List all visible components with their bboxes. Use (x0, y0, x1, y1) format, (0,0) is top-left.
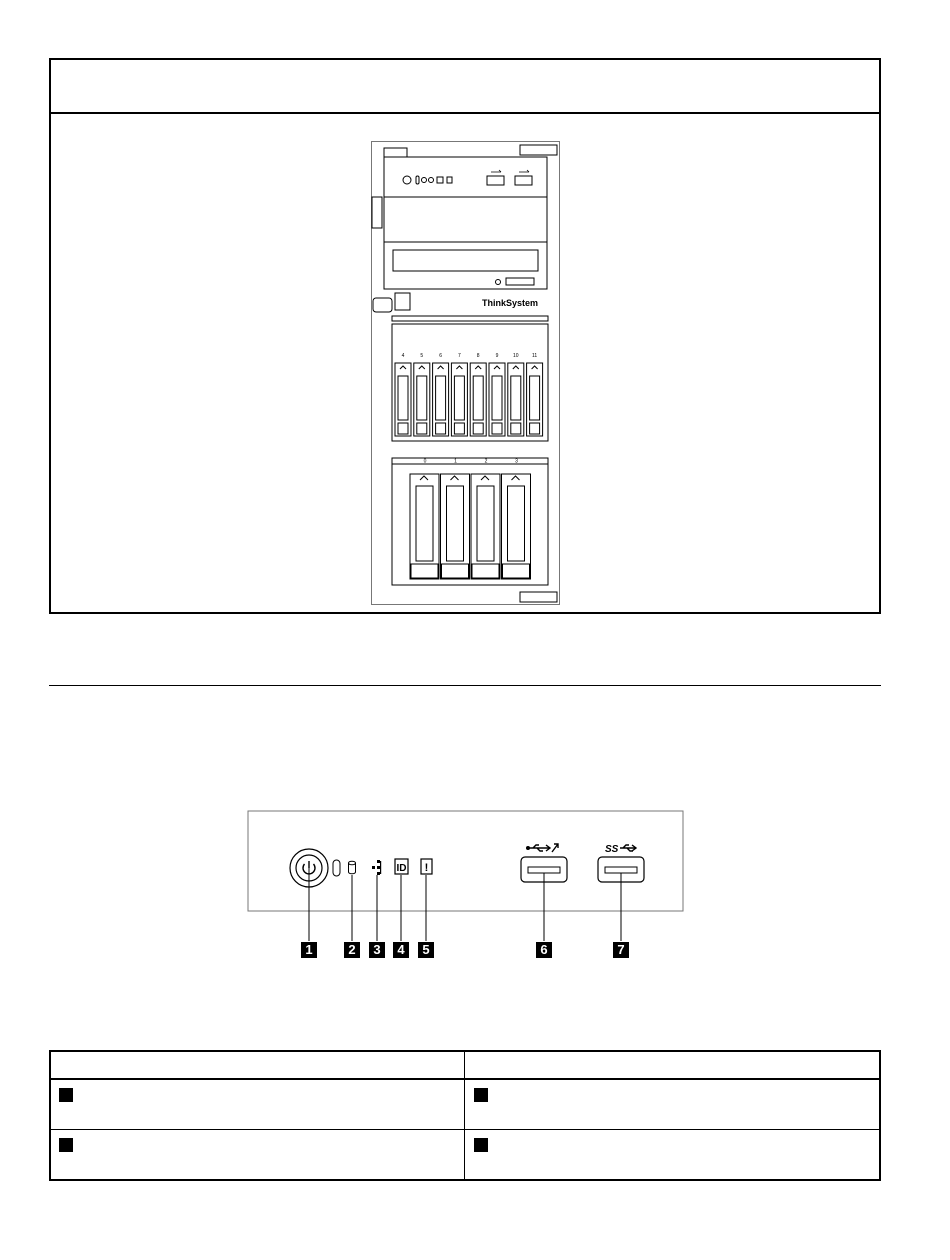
bottom-right-latch (520, 592, 557, 602)
lower-bay-number: 1 (454, 458, 457, 465)
upper-bay-number: 10 (513, 353, 519, 359)
lower-bay-number: 3 (515, 458, 518, 465)
upper-drive-bay (527, 363, 543, 436)
mini-usb-2 (487, 176, 504, 185)
lower-drive-bay (441, 474, 470, 579)
mini-led-4 (437, 177, 443, 183)
callout-7: 7 (613, 942, 629, 958)
lower-bay-number: 0 (423, 458, 427, 465)
legend-table (49, 1050, 881, 1181)
mini-power-icon (403, 176, 411, 184)
thinksystem-logo: ThinkSystem (481, 298, 539, 308)
mini-led-5 (447, 177, 452, 183)
id-icon (395, 859, 408, 874)
svg-text:SS: SS (605, 844, 619, 855)
front-panel-figure (240, 805, 690, 965)
legend-row-2-right-marker (474, 1138, 488, 1152)
section-divider (49, 685, 881, 686)
empty-5-25-bay (384, 197, 547, 242)
top-left-latch (384, 148, 407, 157)
mini-led-2 (422, 178, 427, 183)
upper-drive-bay (470, 363, 486, 436)
upper-drive-bay (395, 363, 411, 436)
chassis-outline (372, 142, 560, 605)
power-led-icon (333, 860, 340, 876)
top-right-latch (520, 145, 557, 155)
upper-bay-number: 5 (420, 353, 424, 359)
upper-drive-bay (433, 363, 449, 436)
front-panel-outline (248, 811, 683, 911)
optical-drive-tray (393, 250, 538, 271)
usb-2-port-slot (528, 867, 560, 873)
operator-panel-bay (384, 157, 547, 197)
lock-square (395, 293, 410, 310)
lower-cage-top-strip (392, 458, 548, 464)
callout-2: 2 (344, 942, 360, 958)
system-error-icon (421, 859, 432, 874)
upper-bay-number: 6 (439, 353, 442, 359)
network-activity-icon (372, 860, 381, 875)
mini-led-3 (429, 178, 434, 183)
server-figure-table-header-divider (49, 112, 881, 114)
callout-5: 5 (418, 942, 434, 958)
lower-drive-bay (502, 474, 531, 579)
legend-table-header-divider (49, 1078, 881, 1080)
upper-drive-bay (508, 363, 524, 436)
optical-eject-button (506, 278, 534, 285)
usb3-icon (605, 844, 636, 855)
callout-3: 3 (369, 942, 385, 958)
mini-led-1 (416, 176, 419, 184)
svg-text:ID: ID (396, 863, 407, 874)
lower-drive-bay (410, 474, 439, 579)
usb-3-port-slot (605, 867, 637, 873)
mini-usb2-symbol (491, 170, 501, 172)
mini-usb-3 (515, 176, 532, 185)
lower-drive-bay (471, 474, 500, 579)
server-figure-table-header (60, 75, 860, 95)
upper-bay-number: 4 (401, 353, 405, 359)
callout-4: 4 (393, 942, 409, 958)
svg-text:!: ! (424, 862, 429, 874)
optical-drive-led (496, 280, 501, 285)
server-front-view-figure (370, 140, 562, 606)
legend-table-row-divider (49, 1129, 881, 1130)
drive-activity-icon (349, 861, 356, 874)
lower-bay-number: 2 (484, 458, 488, 465)
mini-usb3-symbol (519, 170, 529, 172)
legend-row-1-right-marker (474, 1088, 488, 1102)
upper-drive-bay (451, 363, 467, 436)
upper-bay-number: 7 (458, 353, 461, 359)
lock-left (373, 298, 392, 312)
upper-drive-bay (414, 363, 430, 436)
legend-row-1-left-marker (59, 1088, 73, 1102)
upper-bay-number: 8 (476, 353, 480, 359)
optical-drive-bay (384, 242, 547, 289)
callout-6: 6 (536, 942, 552, 958)
legend-row-2-left-marker (59, 1138, 73, 1152)
legend-table-column-divider (464, 1050, 465, 1181)
upper-bay-number: 11 (531, 353, 538, 359)
upper-bay-number: 9 (495, 353, 499, 359)
upper-drive-bay (489, 363, 505, 436)
upper-cage-top-strip (392, 316, 548, 321)
usb-management-icon (526, 844, 558, 852)
callout-1: 1 (301, 942, 317, 958)
side-handle (372, 197, 382, 228)
